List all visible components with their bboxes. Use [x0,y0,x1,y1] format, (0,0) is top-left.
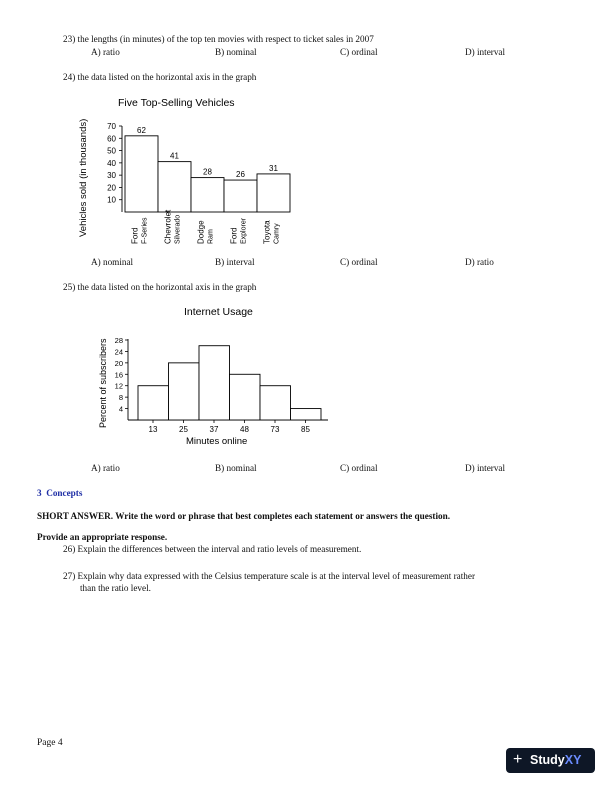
chart1-ytick-label: 40 [107,158,116,168]
chart1-category-label: Ram [207,229,215,244]
chart2-ytick-label: 12 [114,381,123,391]
chart1-data-label: 28 [203,167,212,177]
section-title: Concepts [46,488,83,498]
chart1-ytick-label: 70 [107,122,116,131]
studyxy-wordmark [530,753,581,767]
chart2-ytick-label: 8 [118,393,123,403]
chart2-ylabel: Percent of subscribers [98,338,108,428]
chart2-category-label: 25 [179,425,188,434]
chart2-ytick-label: 24 [114,347,123,357]
chart1-bar [257,174,290,212]
chart2-bar [138,386,169,420]
brand-study: Study [530,753,565,767]
chart2-bar [230,374,261,420]
chart1-ytick-label: 50 [107,146,116,156]
q24-option-d: D) ratio [465,257,494,267]
chart2-category-label: 48 [240,425,249,434]
section-heading [37,488,82,498]
q23-option-a: A) ratio [91,47,120,57]
q24-option-a: A) nominal [91,257,134,267]
question-27-line2: than the ratio level. [80,583,151,593]
chart1-category-label: Toyota [262,220,272,244]
chart1-bar [125,136,158,212]
section-number: 3 [37,488,42,498]
chart2-bar [260,386,291,420]
q25-option-d: D) interval [465,463,506,473]
q23-option-b: B) nominal [215,47,257,57]
chart2-ytick-label: 28 [114,336,123,345]
q23-option-c: C) ordinal [340,47,378,57]
chart2-category-label: 85 [301,425,310,434]
chart1-category-label: Camry [273,223,281,244]
q24-option-b: B) interval [215,257,255,267]
chart1-category-label: Chevrolet [163,209,173,244]
chart1-ylabel: Vehicles sold (in thousands) [78,118,89,237]
chart2-bar [169,363,200,420]
brand-xy: XY [564,753,582,767]
chart-internet-usage [92,303,342,451]
chart2-bar [291,409,322,420]
q25-option-b: B) nominal [215,463,257,473]
chart1-ytick-label: 30 [107,171,116,181]
chart1-ytick-label: 60 [107,134,116,144]
chart1-ytick-label: 20 [107,183,116,193]
chart2-category-label: 73 [270,425,280,434]
question-25-text: 25) the data listed on the horizontal axis in the graph [63,282,257,292]
studyxy-logo [506,748,595,773]
chart2-ytick-label: 16 [114,370,123,380]
short-answer-instructions: SHORT ANSWER. Write the word or phrase that best completes each statement or answers the question. [37,511,451,521]
chart-top-selling-vehicles [70,92,310,252]
chart2-category-label: 13 [148,425,158,434]
chart1-category-label: Explorer [240,217,248,244]
chart2-category-label: 37 [209,425,219,434]
question-24-text: 24) the data listed on the horizontal axis in the graph [63,72,257,82]
chart1-bar [191,178,224,212]
chart1-data-label: 26 [236,170,245,180]
q25-option-a: A) ratio [91,463,120,473]
chart2-ytick-label: 20 [114,358,123,368]
chart1-category-label: Ford [130,227,140,244]
chart1-category-label: F-Series [141,217,149,244]
q25-option-c: C) ordinal [340,463,378,473]
chart1-category-label: Dodge [196,220,206,244]
chart1-ytick-label: 10 [107,195,116,205]
q23-option-d: D) interval [465,47,506,57]
page-number: Page 4 [37,738,63,748]
chart1-category-label: Silverado [174,214,182,244]
question-27-line1: 27) Explain why data expressed with the Celsius temperature scale is at the interval level of measurement rather [63,571,476,581]
chart2-ytick-label: 4 [118,404,123,414]
chart1-title: Five Top-Selling Vehicles [118,97,235,109]
question-23-text: 23) the lengths (in minutes) of the top ten movies with respect to ticket sales in 2007 [63,34,374,44]
chart1-data-label: 31 [269,163,278,173]
chart1-data-label: 41 [170,151,179,161]
chart2-xlabel: Minutes online [186,436,248,447]
chart1-category-label: Ford [229,227,239,244]
chart1-bar [158,162,191,212]
chart2-title: Internet Usage [184,306,253,318]
chart1-bar [224,180,257,212]
chart2-bar [199,346,230,420]
provide-response-heading: Provide an appropriate response. [37,532,168,542]
plus-icon: + [513,751,523,768]
chart1-data-label: 62 [137,125,146,135]
question-26-text: 26) Explain the differences between the interval and ratio levels of measurement. [63,544,362,554]
q24-option-c: C) ordinal [340,257,378,267]
